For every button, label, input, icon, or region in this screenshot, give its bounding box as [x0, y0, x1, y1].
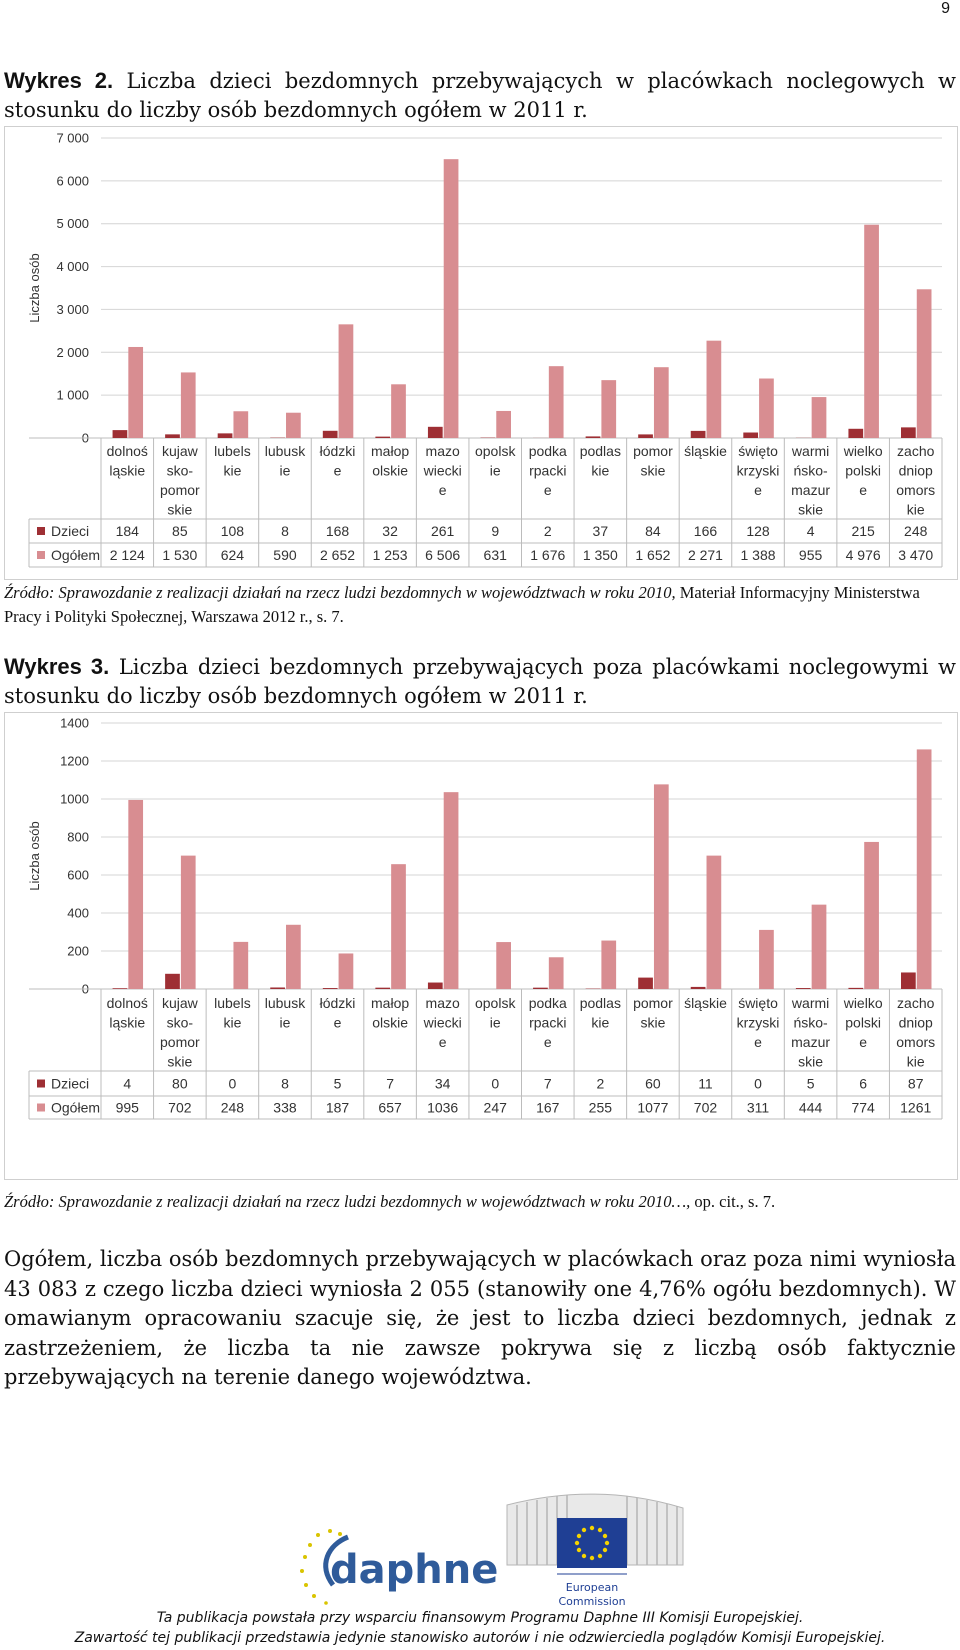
y-tick-label: 4 000: [56, 259, 89, 275]
bar-ogolem: [286, 413, 301, 438]
y-tick-label: 1000: [60, 791, 89, 807]
eu-flag-icon: [557, 1518, 627, 1568]
chart-2-svg: [5, 127, 957, 579]
category-label: małop olskie: [371, 995, 410, 1031]
y-tick-label: 1200: [60, 753, 89, 769]
bar-dzieci: [375, 988, 390, 989]
data-table-value: 2: [543, 523, 552, 539]
category-label: podka rpacki e: [528, 443, 567, 498]
bar-dzieci: [270, 987, 285, 989]
data-table-value: 184: [115, 523, 139, 539]
bar-dzieci: [638, 434, 653, 438]
data-table-value: 7: [543, 1075, 552, 1092]
category-label: mazo wiecki e: [423, 995, 462, 1050]
bar-ogolem: [864, 842, 879, 989]
ec-name-line2: Commission: [558, 1595, 626, 1608]
chart-caption-title: Liczba dzieci bezdomnych przebywających w placówkach noclegowych w stosunku do liczby osób bezdomnych ogółem w 2011 r.: [4, 69, 956, 122]
source-note-2: [4, 1190, 956, 1214]
category-label: opolsk ie: [474, 443, 516, 479]
chart-3-svg: [5, 713, 957, 1179]
bar-ogolem: [549, 366, 564, 438]
data-table-value: 60: [645, 1075, 661, 1092]
source-details: op. cit., s. 7.: [690, 1192, 776, 1211]
bar-dzieci: [113, 430, 128, 438]
data-table-value: 247: [483, 1099, 507, 1116]
bar-ogolem: [654, 784, 669, 989]
data-table-value: 1 350: [582, 547, 618, 563]
data-table-value: 6 506: [425, 547, 461, 563]
y-tick-label: 600: [67, 867, 89, 883]
category-label: lubels kie: [214, 995, 251, 1031]
footer-disclaimer: Zawartość tej publikacji przedstawia jedynie stanowisko autorów i nie odzwierciedla poglądów Komisji Europejskiej.: [74, 1630, 886, 1646]
bar-dzieci: [428, 983, 443, 989]
y-axis-title: Liczba osób: [27, 253, 42, 323]
bar-ogolem: [549, 957, 564, 989]
chart-caption-label: Wykres 3.: [4, 654, 110, 679]
data-table-value: 167: [536, 1099, 560, 1116]
bar-dzieci: [691, 431, 706, 438]
data-table-value: 1077: [637, 1099, 669, 1116]
chart-caption-3: [4, 652, 956, 711]
category-label: śląskie: [684, 443, 727, 459]
summary-paragraph: Ogółem, liczba osób bezdomnych przebywających w placówkach oraz poza nimi wyniosła 43 083 z czego liczba dzieci wyniosła 2 055 (stanowiły one 4,76% ogółu bezdomnych). W omawianym opracowaniu szacuje się, że jest to liczba dzieci bezdomnych, jednak z zastrzeżeniem, że liczba ta nie zawsze pokrywa się z liczbą osób faktycznie przebywających na terenie danego województwa.: [4, 1247, 956, 1389]
bar-dzieci: [743, 433, 758, 438]
y-tick-label: 6 000: [56, 173, 89, 189]
chart-caption-title: Liczba dzieci bezdomnych przebywających poza placówkami noclegowymi w stosunku do liczby osób bezdomnych ogółem w 2011 r.: [4, 655, 956, 708]
footer-funding-note: Ta publikacja powstała przy wsparciu finansowym Programu Daphne III Komisji Europejskiej.: [156, 1610, 804, 1626]
data-table-value: 87: [907, 1075, 924, 1092]
bar-dzieci: [323, 988, 338, 989]
data-table-value: 1261: [900, 1099, 932, 1116]
category-label: święto krzyski e: [736, 443, 780, 498]
legend-label-dzieci: Dzieci: [51, 523, 90, 539]
y-tick-label: 1 000: [56, 387, 89, 403]
category-label: podka rpacki e: [528, 995, 567, 1050]
category-label: łódzki e: [319, 443, 356, 479]
category-label: podlas kie: [579, 995, 621, 1031]
bar-ogolem: [181, 856, 196, 989]
category-label: święto krzyski e: [736, 995, 780, 1050]
data-table-value: 1 388: [740, 547, 776, 563]
category-label: śląskie: [684, 995, 727, 1011]
y-tick-label: 5 000: [56, 216, 89, 232]
daphne-wordmark: daphne: [330, 1547, 499, 1593]
data-table-value: 5: [806, 1075, 815, 1092]
data-table-value: 128: [746, 523, 770, 539]
bar-dzieci: [165, 434, 180, 438]
category-label: warmi ńsko-mazur skie: [791, 443, 831, 518]
bar-ogolem: [233, 411, 248, 438]
data-table-value: 338: [273, 1099, 297, 1116]
category-label: lubusk ie: [264, 995, 306, 1031]
legend-label-ogolem: Ogółem: [51, 1099, 101, 1116]
data-table-value: 624: [220, 547, 245, 563]
data-table-value: 85: [172, 523, 188, 539]
data-table-value: 84: [645, 523, 661, 539]
bar-dzieci: [796, 988, 811, 989]
bar-ogolem: [707, 341, 722, 438]
data-table-value: 248: [220, 1099, 245, 1116]
data-table-value: 1 253: [372, 547, 408, 563]
source-title: Źródło: Sprawozdanie z realizacji działań na rzecz ludzi bezdomnych w województwach w roku 2010,: [4, 583, 676, 602]
y-tick-label: 0: [81, 981, 89, 997]
legend-key-ogolem: [37, 1104, 45, 1112]
y-tick-label: 400: [67, 905, 89, 921]
source-title: Źródło: Sprawozdanie z realizacji działań na rzecz ludzi bezdomnych w województwach w roku 2010…,: [4, 1192, 691, 1211]
bar-ogolem: [233, 942, 248, 989]
category-label: wielko polski e: [843, 995, 883, 1050]
data-table-value: 0: [754, 1075, 762, 1092]
data-table-value: 6: [859, 1075, 868, 1092]
page-number: 9: [941, 0, 950, 17]
category-label: kujaw sko-pomor skie: [160, 443, 200, 518]
data-table-value: 702: [168, 1099, 192, 1116]
source-note-1: [4, 581, 956, 629]
bar-ogolem: [917, 749, 932, 989]
data-table-value: 0: [228, 1075, 237, 1092]
bar-ogolem: [128, 800, 143, 989]
y-tick-label: 1400: [60, 715, 89, 731]
category-label: zacho dniop omors kie: [896, 995, 936, 1070]
bar-dzieci: [428, 427, 443, 438]
category-label: opolsk ie: [474, 995, 516, 1031]
legend-label-ogolem: Ogółem: [51, 547, 101, 563]
category-label: lubusk ie: [264, 443, 306, 479]
data-table-value: 2 124: [109, 547, 145, 563]
category-label: warmi ńsko-mazur skie: [791, 995, 831, 1070]
category-label: łódzki e: [319, 995, 356, 1031]
source-details: Materiał Informacyjny Ministerstwa Pracy i Polityki Społecznej, Warszawa 2012 r., s. 7.: [4, 583, 920, 626]
data-table-value: 32: [382, 523, 398, 539]
bar-ogolem: [339, 324, 354, 438]
data-table-value: 1 676: [530, 547, 566, 563]
data-table-value: 34: [434, 1075, 451, 1092]
legend-label-dzieci: Dzieci: [51, 1075, 90, 1092]
category-label: kujaw sko-pomor skie: [160, 995, 200, 1070]
bar-ogolem: [864, 225, 879, 438]
data-table-value: 774: [851, 1099, 875, 1116]
data-table-value: 187: [325, 1099, 350, 1116]
data-table-value: 248: [904, 523, 928, 539]
bar-ogolem: [444, 792, 459, 989]
y-tick-label: 7 000: [56, 130, 89, 146]
bar-ogolem: [286, 925, 301, 989]
category-label: dolnoś ląskie: [106, 995, 148, 1031]
data-table-value: 8: [281, 1075, 289, 1092]
bar-dzieci: [113, 988, 128, 989]
bar-ogolem: [339, 953, 354, 989]
data-table-value: 5: [333, 1075, 342, 1092]
bar-ogolem: [496, 942, 511, 989]
bar-ogolem: [444, 159, 459, 438]
data-table-value: 255: [588, 1099, 613, 1116]
european-commission-logo: [505, 1480, 685, 1615]
data-table-value: 955: [798, 547, 823, 563]
bar-dzieci: [375, 437, 390, 438]
data-table-value: 168: [325, 523, 350, 539]
bar-dzieci: [218, 433, 233, 438]
category-label: zacho dniop omors kie: [896, 443, 936, 518]
bar-ogolem: [812, 397, 827, 438]
y-tick-label: 200: [67, 943, 89, 959]
daphne-logo: [288, 1525, 508, 1605]
data-table-value: 2 652: [320, 547, 356, 563]
bar-dzieci: [165, 974, 180, 989]
data-table-value: 4: [123, 1075, 132, 1092]
data-table-value: 8: [281, 523, 289, 539]
data-table-value: 215: [851, 523, 875, 539]
data-table-value: 80: [172, 1075, 188, 1092]
category-label: mazo wiecki e: [423, 443, 462, 498]
bar-ogolem: [601, 941, 616, 989]
y-tick-label: 3 000: [56, 301, 89, 317]
data-table-value: 2: [596, 1075, 605, 1092]
bar-ogolem: [391, 384, 406, 438]
data-table-value: 702: [693, 1099, 718, 1116]
category-label: lubels kie: [214, 443, 251, 479]
bar-ogolem: [707, 856, 722, 989]
bar-dzieci: [848, 429, 863, 438]
legend-key-dzieci: [37, 1080, 45, 1088]
y-tick-label: 2 000: [56, 344, 89, 360]
category-label: podlas kie: [579, 443, 621, 479]
category-label: pomor skie: [633, 443, 673, 479]
bar-dzieci: [901, 972, 916, 989]
data-table-value: 995: [115, 1099, 139, 1116]
data-table-value: 1 652: [635, 547, 671, 563]
data-table-value: 3 470: [898, 547, 934, 563]
bar-ogolem: [812, 905, 827, 989]
y-axis-title: Liczba osób: [27, 821, 42, 891]
data-table-value: 631: [483, 547, 507, 563]
data-table-value: 9: [491, 523, 500, 539]
data-table-value: 261: [430, 523, 455, 539]
data-table-value: 2 271: [687, 547, 723, 563]
data-table-value: 1 530: [162, 547, 198, 563]
bar-ogolem: [128, 347, 143, 438]
bar-dzieci: [638, 978, 653, 989]
data-table-value: 311: [746, 1099, 770, 1116]
bar-ogolem: [496, 411, 511, 438]
data-table-value: 37: [592, 523, 609, 539]
bar-dzieci: [586, 436, 601, 438]
category-label: pomor skie: [633, 995, 673, 1031]
bar-dzieci: [901, 427, 916, 438]
data-table-value: 7: [386, 1075, 394, 1092]
bar-ogolem: [601, 380, 616, 438]
data-table-value: 590: [273, 547, 297, 563]
category-label: wielko polski e: [843, 443, 883, 498]
legend-key-ogolem: [37, 551, 45, 559]
data-table-value: 444: [798, 1099, 823, 1116]
data-table-value: 1036: [427, 1099, 459, 1116]
bar-dzieci: [533, 988, 548, 989]
bar-ogolem: [654, 367, 669, 438]
data-table-value: 0: [491, 1075, 500, 1092]
bar-dzieci: [691, 987, 706, 989]
data-table-value: 11: [698, 1075, 713, 1092]
data-table-value: 108: [220, 523, 245, 539]
data-table-value: 4: [806, 523, 815, 539]
bar-ogolem: [759, 379, 774, 438]
y-tick-label: 800: [67, 829, 89, 845]
bar-dzieci: [848, 988, 863, 989]
chart-2: [4, 126, 958, 580]
bar-ogolem: [391, 864, 406, 989]
data-table-value: 657: [378, 1099, 402, 1116]
legend-key-dzieci: [37, 527, 45, 535]
chart-caption-2: [4, 66, 956, 125]
data-table-value: 4 976: [845, 547, 881, 563]
category-label: dolnoś ląskie: [106, 443, 148, 479]
ec-name-line1: European: [565, 1581, 619, 1594]
category-label: małop olskie: [371, 443, 410, 479]
data-table-value: 166: [693, 523, 718, 539]
chart-3: [4, 712, 958, 1180]
bar-ogolem: [759, 930, 774, 989]
chart-caption-label: Wykres 2.: [4, 68, 114, 93]
bar-dzieci: [323, 431, 338, 438]
bar-ogolem: [917, 289, 932, 438]
bar-ogolem: [181, 372, 196, 438]
y-tick-label: 0: [81, 430, 89, 446]
